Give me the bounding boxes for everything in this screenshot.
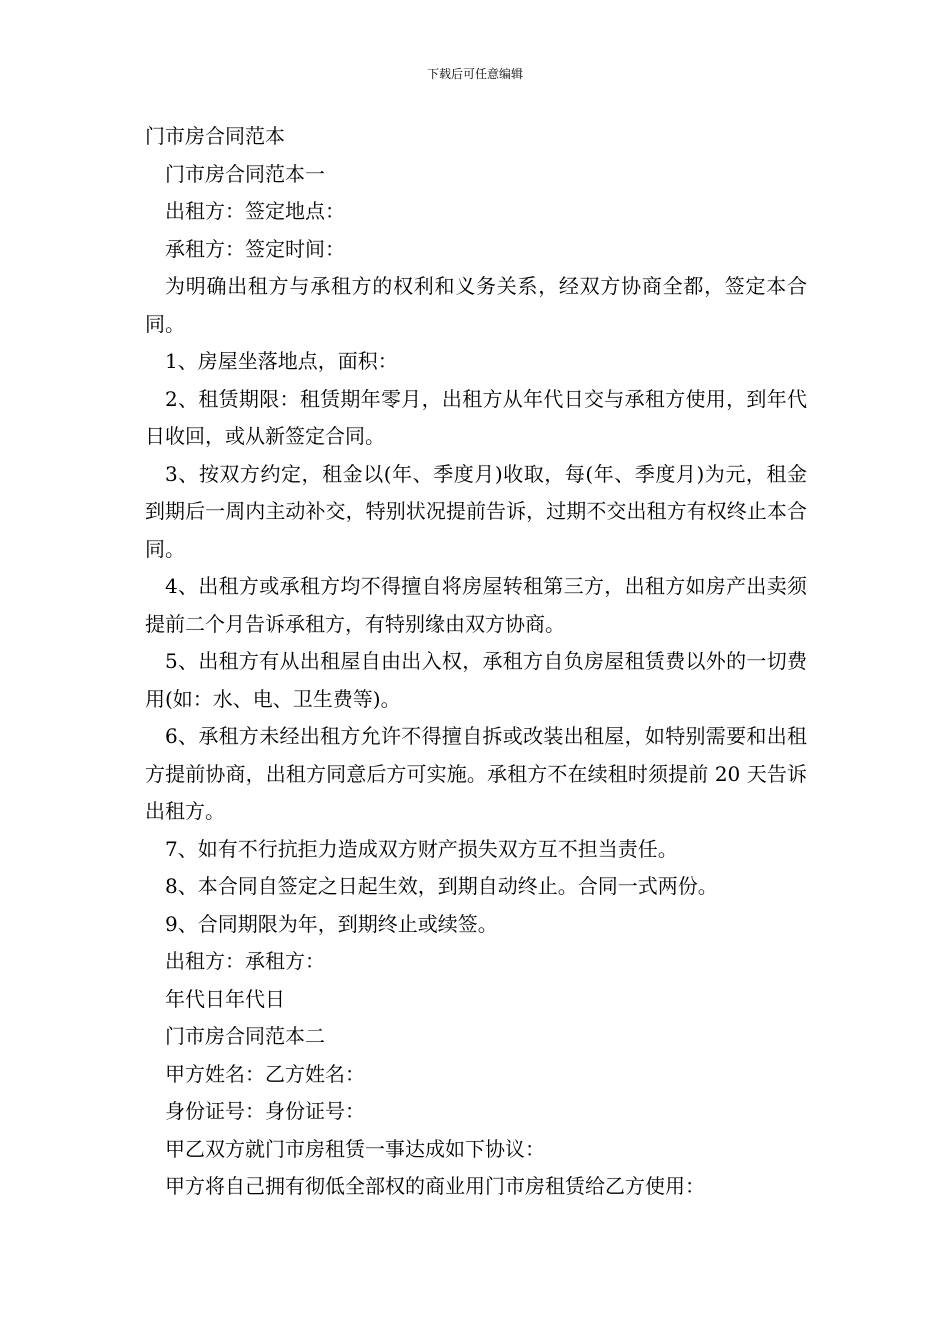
party-names-line: 甲方姓名：乙方姓名： — [165, 1061, 365, 1086]
clause-5: 5、出租方有从出租屋自由出入权，承租方自负房屋租赁费以外的一切费用(如：水、电、卫生费等)。 — [145, 649, 807, 711]
date-line: 年代日年代日 — [165, 986, 285, 1011]
document-title: 门市房合同范本 — [145, 124, 285, 148]
clause-3: 3、按双方约定，租金以(年、季度月)收取，每(年、季度月)为元，租金到期后一周内主动补交，特别状况提前告诉，过期不交出租方有权终止本合同。 — [145, 461, 807, 561]
clause-7: 7、如有不行抗拒力造成双方财产损失双方互不担当责任。 — [165, 836, 678, 861]
clause-4: 4、出租方或承租方均不得擅自将房屋转租第三方，出租方如房产出卖须提前二个月告诉承租方，有特别缘由双方协商。 — [145, 574, 807, 636]
clause-1: 1、房屋坐落地点，面积： — [165, 349, 398, 373]
section2-title: 门市房合同范本二 — [165, 1024, 325, 1048]
clause-6: 6、承租方未经出租方允许不得擅自拆或改装出租屋，如特别需要和出租方提前协商，出租方同意后方可实施。承租方不在续租时须提前 20 天告诉出租方。 — [145, 724, 807, 823]
agreement-intro-line: 甲乙双方就门市房租赁一事达成如下协议： — [165, 1136, 545, 1161]
clause-9: 9、合同期限为年，到期终止或续签。 — [165, 911, 498, 936]
section1-title: 门市房合同范本一 — [165, 161, 325, 186]
lessor-sign-place-line: 出租方：签定地点： — [165, 199, 345, 223]
document-body — [145, 118, 807, 1206]
lessee-sign-time-line: 承租方：签定时间： — [165, 236, 345, 261]
clause-2: 2、租赁期限：租赁期年零月，出租方从年代日交与承租方使用，到年代日收回，或从新签定合同。 — [145, 386, 807, 448]
clause-8: 8、本合同自签定之日起生效，到期自动终止。合同一式两份。 — [165, 874, 718, 898]
agreement-line-1: 甲方将自己拥有彻低全部权的商业用门市房租赁给乙方使用： — [165, 1174, 705, 1198]
intro-paragraph: 为明确出租方与承租方的权利和义务关系，经双方协商全都，签定本合同。 — [145, 274, 807, 336]
id-numbers-line: 身份证号：身份证号： — [165, 1099, 365, 1123]
signature-line: 出租方：承租方： — [165, 949, 325, 973]
page-header-note: 下载后可任意编辑 — [426, 67, 523, 81]
